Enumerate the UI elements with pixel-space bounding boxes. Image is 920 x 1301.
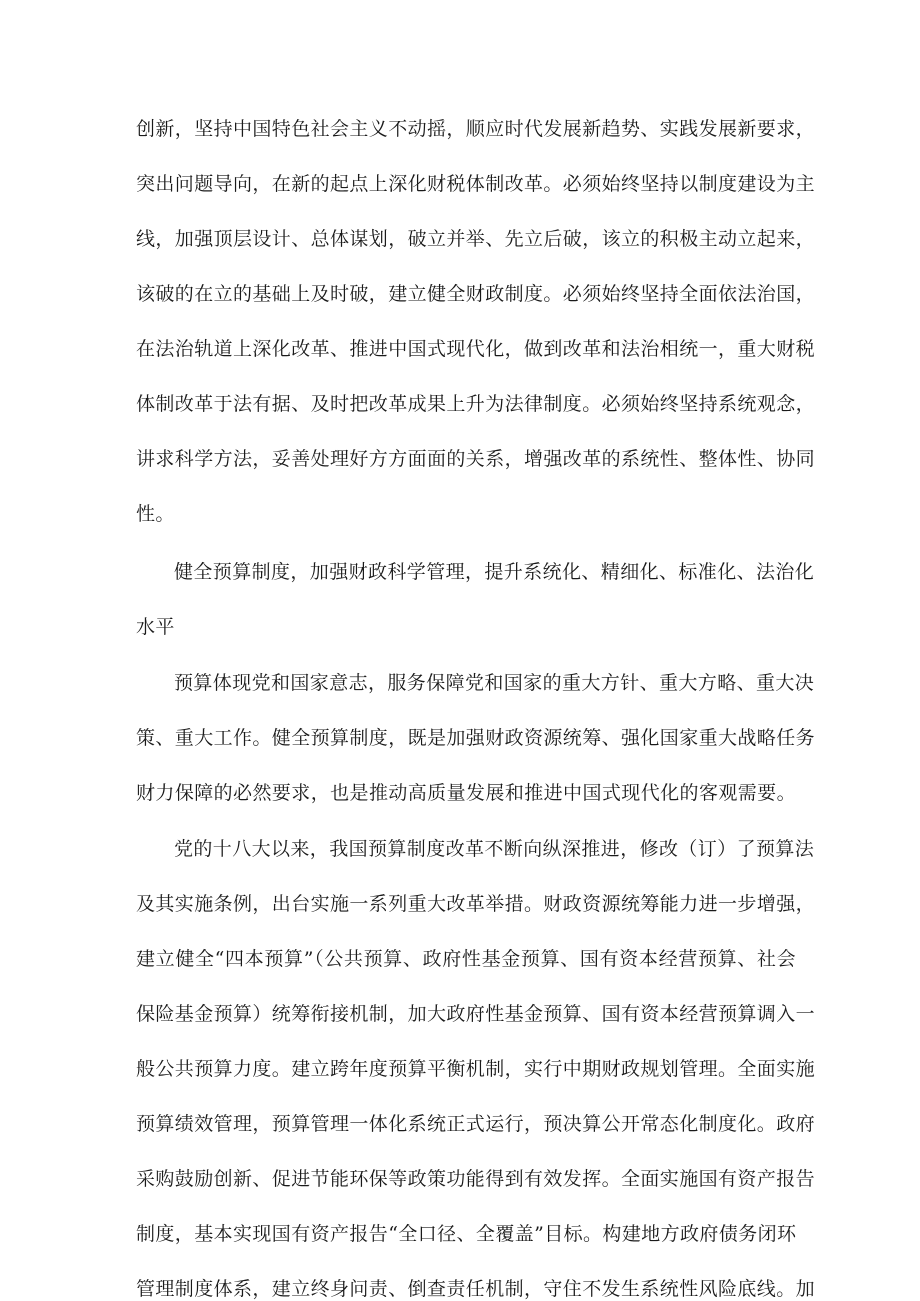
paragraph-line: 创新，坚持中国特色社会主义不动摇，顺应时代发展新趋势、实践发展新要求，	[136, 118, 816, 140]
paragraph-line: 及其实施条例，出台实施一系列重大改革举措。财政资源统筹能力进一步增强，	[136, 893, 816, 915]
section-heading-line: 健全预算制度，加强财政科学管理，提升系统化、精细化、标准化、法治化	[174, 561, 815, 583]
paragraph-line: 预算绩效管理，预算管理一体化系统正式运行，预决算公开常态化制度化。政府	[136, 1113, 816, 1135]
paragraph-line: 讲求科学方法，妥善处理好方方面面的关系，增强改革的系统性、整体性、协同	[136, 448, 816, 470]
paragraph-line: 保险基金预算）统筹衔接机制，加大政府性基金预算、国有资本经营预算调入一	[136, 1003, 816, 1025]
paragraph-line: 管理制度体系，建立终身问责、倒查责任机制，守住不发生系统性风险底线。加	[136, 1278, 816, 1300]
paragraph-line: 该破的在立的基础上及时破，建立健全财政制度。必须始终坚持全面依法治国，	[136, 283, 816, 305]
paragraph-line: 般公共预算力度。建立跨年度预算平衡机制，实行中期财政规划管理。全面实施	[136, 1058, 816, 1080]
paragraph-line: 突出问题导向，在新的起点上深化财税体制改革。必须始终坚持以制度建设为主	[136, 173, 816, 195]
paragraph-line: 采购鼓励创新、促进节能环保等政策功能得到有效发挥。全面实施国有资产报告	[136, 1168, 816, 1190]
paragraph-line: 制度，基本实现国有资产报告“全口径、全覆盖”目标。构建地方政府债务闭环	[136, 1223, 797, 1245]
paragraph-line: 策、重大工作。健全预算制度，既是加强财政资源统筹、强化国家重大战略任务	[136, 727, 816, 749]
paragraph-line: 预算体现党和国家意志，服务保障党和国家的重大方针、重大方略、重大决	[174, 672, 815, 694]
paragraph-line: 建立健全“四本预算”（公共预算、政府性基金预算、国有资本经营预算、社会	[136, 948, 796, 970]
paragraph-line: 财力保障的必然要求，也是推动高质量发展和推进中国式现代化的客观需要。	[136, 782, 796, 804]
paragraph-line: 党的十八大以来，我国预算制度改革不断向纵深推进，修改（订）了预算法	[174, 838, 815, 860]
paragraph-line: 体制改革于法有据、及时把改革成果上升为法律制度。必须始终坚持系统观念，	[136, 393, 816, 415]
paragraph-line: 在法治轨道上深化改革、推进中国式现代化，做到改革和法治相统一，重大财税	[136, 338, 816, 360]
section-heading-line: 水平	[136, 616, 175, 638]
paragraph-line: 性。	[136, 503, 175, 525]
paragraph-line: 线，加强顶层设计、总体谋划，破立并举、先立后破，该立的积极主动立起来，	[136, 228, 816, 250]
